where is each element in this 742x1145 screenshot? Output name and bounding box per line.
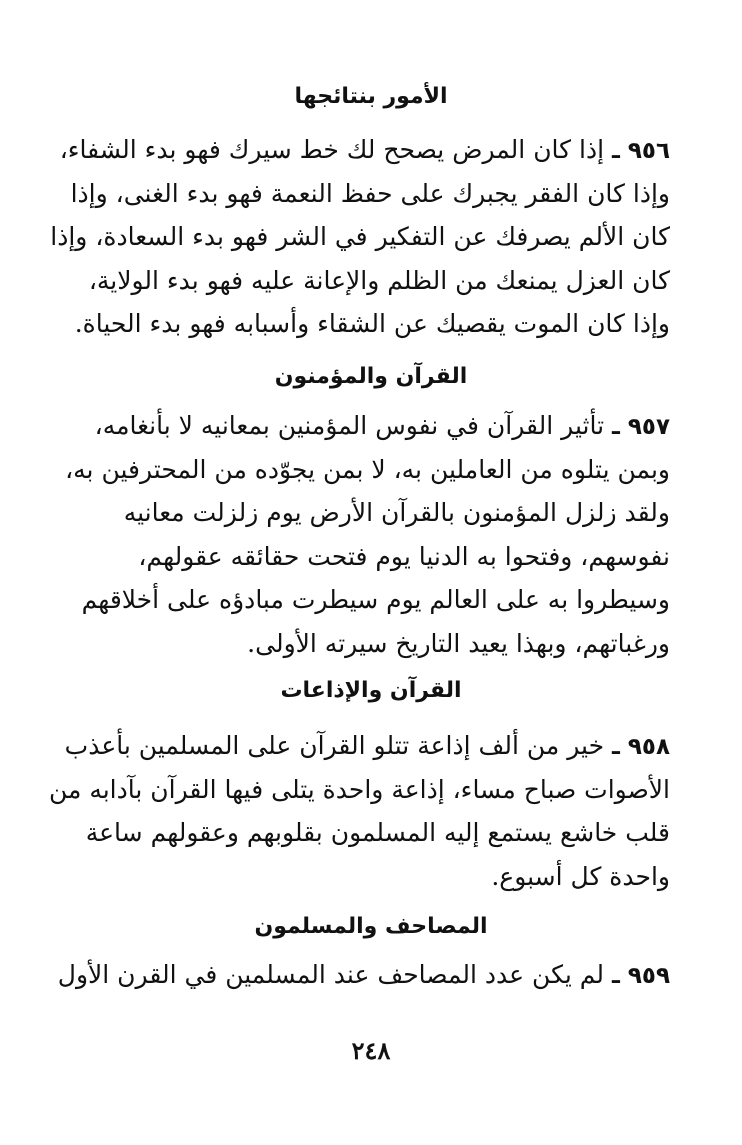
paragraph-line: وسيطروا به على العالم يوم سيطرت مبادؤه على أخلاقهم [81, 585, 670, 614]
paragraph-line: الأصوات صباح مساء، إذاعة واحدة يتلى فيها القرآن بآدابه من [48, 774, 670, 804]
item-number: ٩٥٦ ـ [612, 138, 670, 164]
paragraph-line [57, 953, 670, 997]
paragraph-line: نفوسهم، وفتحوا به الدنيا يوم فتحت حقائقه عقولهم، [138, 541, 670, 571]
section-heading-mushafs-muslims: المصاحف والمسلمون [254, 914, 488, 939]
paragraph-line: واحدة كل أسبوع. [491, 861, 670, 891]
paragraph-line [59, 128, 670, 172]
section-heading-quran-believers: القرآن والمؤمنون [274, 364, 468, 389]
item-number: ٩٥٧ ـ [612, 414, 670, 440]
line-text: إذا كان المرض يصحح لك خط سيرك فهو بدء الشفاء، [59, 135, 605, 164]
section-heading-results: الأمور بنتائجها [294, 84, 448, 109]
item-number: ٩٥٩ ـ [612, 963, 670, 989]
line-text: خير من ألف إذاعة تتلو القرآن على المسلمين بأعذب [64, 731, 605, 760]
paragraph-957 [65, 404, 670, 665]
paragraph-958 [48, 724, 670, 898]
paragraph-956 [50, 128, 670, 346]
page-number: ٢٤٨ [351, 1036, 391, 1065]
paragraph-line [70, 404, 670, 448]
paragraph-line: وبمن يتلوه من العاملين به، لا بمن يجوّده من المحترفين به، [65, 454, 670, 484]
paragraph-line: قلب خاشع يستمع إليه المسلمون بقلوبهم وعقولهم ساعة [85, 818, 670, 847]
paragraph-959 [57, 953, 670, 997]
paragraph-line: ولقد زلزل المؤمنون بالقرآن الأرض يوم زلزلت معانيه [123, 498, 670, 527]
item-number: ٩٥٨ ـ [612, 734, 670, 760]
section-heading-quran-broadcasts: القرآن والإذاعات [280, 678, 462, 703]
paragraph-line: وإذا كان الموت يقصيك عن الشقاء وأسبابه فهو بدء الحياة. [74, 309, 670, 338]
paragraph-line [64, 724, 670, 768]
line-text: تأثير القرآن في نفوس المؤمنين بمعانيه لا بأنغامه، [94, 411, 605, 440]
line-text: لم يكن عدد المصاحف عند المسلمين في القرن الأول [57, 960, 605, 989]
paragraph-line: ورغباتهم، وبهذا يعيد التاريخ سيرته الأولى. [247, 628, 670, 658]
paragraph-line: كان الألم يصرفك عن التفكير في الشر فهو بدء السعادة، وإذا [50, 222, 670, 251]
paragraph-line: كان العزل يمنعك من الظلم والإعانة عليه فهو بدء الولاية، [88, 265, 670, 295]
paragraph-line: وإذا كان الفقر يجبرك على حفظ النعمة فهو بدء الغنى، وإذا [70, 178, 670, 208]
